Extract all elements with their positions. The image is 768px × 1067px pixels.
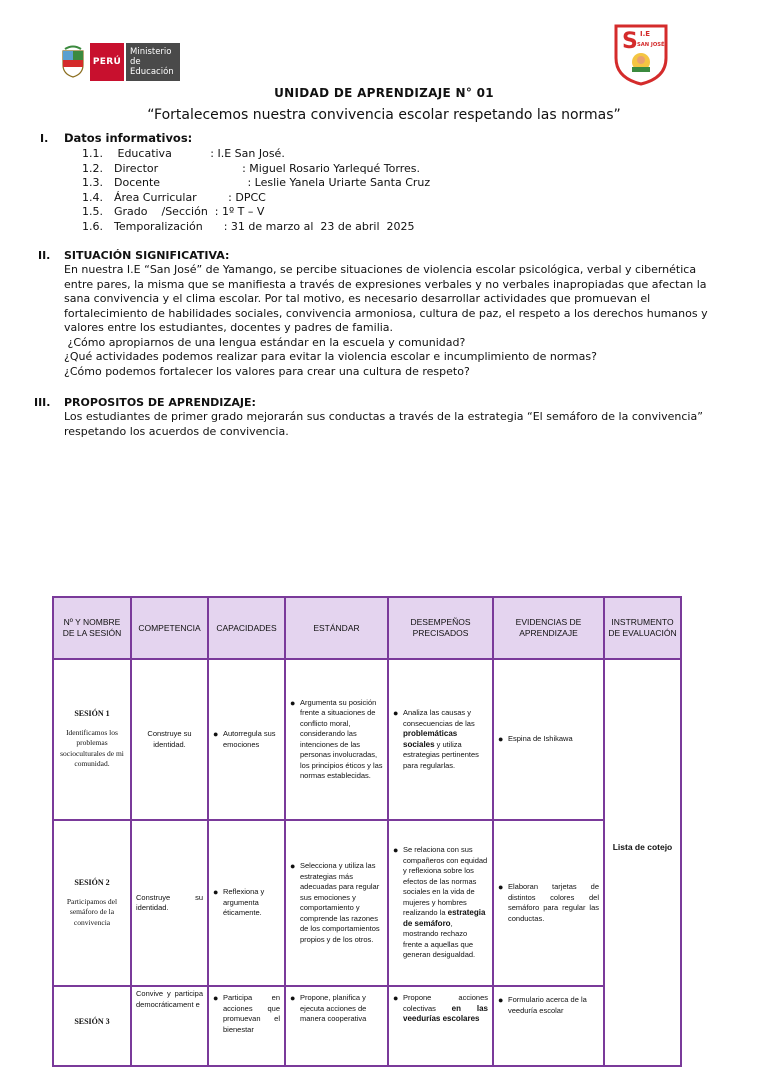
estandar-cell: ● Argumenta su posición frente a situaciones de conflicto moral, considerando las intenciones de las personas involucradas, los principios éticos y las normas establecidas. [285,659,388,820]
info-item [0,176,768,191]
desempeno-text: Se relaciona con sus compañeros con equidad y reflexiona sobre los efectos de las normas sociales en la vida de mujeres y hombres realizando la estrategia de semáforo, mostrando rechazo frente a aquellas que generan desigualdad. [403,845,488,960]
situation-paragraph [64,263,714,379]
evidencia-cell: ● Formulario acerca de la veeduría escolar [493,986,604,1066]
estandar-text: Selecciona y utiliza las estrategias más adecuadas para regular sus emociones y comportamiento y comprende las razones de los comportamientos propios y de los otros. [300,861,380,944]
purpose-line: Los estudiantes de primer grado mejorarán sus conductas a través de la estrategia “El semáforo de la convivencia” [64,410,703,423]
section1-number: I. [40,132,49,145]
situation-line: En nuestra I.E “San José” de Yamango, se percibe situaciones de violencia escolar psicológica, verbal y cibernética [64,263,697,276]
info-item-text: Temporalización : 31 de marzo al 23 de abril 2025 [114,219,415,233]
col-header-instrumento: INSTRUMENTO DE EVALUACIÓN [604,597,681,659]
situation-line: fortalecimiento de habilidades sociales, convivencia armoniosa, cultura de paz, el respeto a los derechos humanos y [64,306,708,320]
col-header-session: Nº Y NOMBRE DE LA SESIÓN [53,597,131,659]
situation-line: valores entre los estudiantes, docentes y padres de familia. [64,321,394,334]
situation-question: ¿Qué actividades podemos realizar para evitar la violencia escolar e incumplimiento de normas? [64,350,597,363]
ministry-line2: de Educación [130,57,174,77]
competencia-cell: Convive y participa democráticament e [131,986,208,1066]
info-item-text: Docente : Leslie Yanela Uriarte Santa Cruz [114,176,431,190]
col-header-desempenos: DESEMPEÑOS PRECISADOS [388,597,493,659]
capacidad-text: Autorregula sus emociones [223,729,276,749]
competencia-cell: Construye su identidad. [131,659,208,820]
estandar-text: Propone, planifica y ejecuta acciones de manera cooperativa [300,993,367,1023]
info-item-text: Director : Miguel Rosario Yarlequé Torres. [114,161,420,175]
desempeno-cell: ● Propone acciones colectivas en las veedurías escolares [388,986,493,1066]
instrument-cell: Lista de cotejo [604,659,681,1066]
info-item [0,205,768,220]
section3-number: III. [34,396,51,409]
info-item-number: 1.5. [82,205,103,219]
info-item-number: 1.4. [82,190,103,204]
info-item [0,220,768,235]
info-item-number: 1.2. [82,161,103,175]
section2-number: II. [38,249,51,262]
col-header-competencia: COMPETENCIA [131,597,208,659]
session-name: Identificamos los problemas socioculturales de mi comunidad. [60,727,124,769]
capacidad-text: Participa en acciones que promuevan el bienestar [223,993,280,1034]
situation-line: entre pares, la misma que se manifiesta a través de expresiones verbales y no verbales inapropiadas que afectan la [64,277,707,291]
situation-question: ¿Cómo podemos fortalecer los valores para crear una cultura de respeto? [64,364,470,378]
info-item [0,162,768,177]
svg-text:S: S [622,29,638,54]
unit-subtitle: “Fortalecemos nuestra convivencia escolar respetando las normas” [147,107,621,123]
desempeno-cell: ● Analiza las causas y consecuencias de las problemáticas sociales y utiliza estrategias pertinentes para regularlas. [388,659,493,820]
evidencia-text: Formulario acerca de la veeduría escolar [508,995,587,1015]
capacidad-cell: ● Reflexiona y argumenta éticamente. [208,820,285,986]
situation-question: ¿Cómo apropiarnos de una lengua estándar en la escuela y comunidad? [64,335,466,349]
evidencia-cell: ● Elaboran tarjetas de distintos colores del semáforo para regular las conductas. [493,820,604,986]
info-item-number: 1.6. [82,219,103,233]
desempeno-text: Analiza las causas y consecuencias de las problemáticas sociales y utiliza estrategias pertinentes para regularlas. [403,708,479,770]
table-header-row [53,597,681,659]
desempeno-text: Propone acciones colectivas en las veedurías escolares [403,993,488,1023]
coat-of-arms-icon [60,45,86,79]
estandar-text: Argumenta su posición frente a situaciones de conflicto moral, considerando las intenciones de las personas involucradas, los principios éticos y las normas establecidas. [300,697,383,780]
col-header-estandar: ESTÁNDAR [285,597,388,659]
capacidad-cell: ● Participa en acciones que promuevan el bienestar [208,986,285,1066]
table-row [53,820,681,986]
info-item-text: Educativa : I.E San José. [114,147,285,160]
table-row [53,986,681,1066]
estandar-cell: ● Propone, planifica y ejecuta acciones de manera cooperativa [285,986,388,1066]
table-row [53,659,681,820]
section1-heading: Datos informativos: [64,131,193,145]
sessions-table [52,596,682,1067]
evidencia-text: Elaboran tarjetas de distintos colores del semáforo para regular las conductas. [508,882,599,923]
evidencia-cell: ● Espina de Ishikawa [493,659,604,820]
ministry-label [126,43,180,81]
session-number: SESIÓN 3 [74,1017,110,1026]
purpose-paragraph [64,410,714,439]
session-number: SESIÓN 1 [74,709,110,719]
school-logo-name: SAN JOSÉ [637,42,665,48]
peru-label: PERÚ [90,43,124,81]
info-item-text: Grado /Sección : 1º T – V [114,205,265,219]
info-item-text: Área Curricular : DPCC [114,190,266,204]
col-header-capacidades: CAPACIDADES [208,597,285,659]
col-header-evidencias: EVIDENCIAS DE APRENDIZAJE [493,597,604,659]
school-logo-top: I.E [640,30,651,38]
desempeno-cell: ● Se relaciona con sus compañeros con equidad y reflexiona sobre los efectos de las normas sociales en la vida de mujeres y hombres realizando la estrategia de semáforo, mostrando rechazo frente a aquellas que generan desigualdad. [388,820,493,986]
section2-heading: SITUACIÓN SIGNIFICATIVA: [64,249,230,262]
ministry-line1: Ministerio [130,47,172,57]
info-list [0,147,768,235]
situation-line: sana convivencia y el clima escolar. Por tal motivo, es necesario desarrollar actividades que promuevan el [64,292,651,305]
session-cell [53,820,131,986]
info-item-number: 1.3. [82,176,103,190]
session-cell [53,659,131,820]
info-item [0,191,768,206]
section3-heading: PROPOSITOS DE APRENDIZAJE: [64,396,256,409]
purpose-line: respetando los acuerdos de convivencia. [64,424,289,438]
info-item-number: 1.1. [82,147,103,160]
estandar-cell: ● Selecciona y utiliza las estrategias más adecuadas para regular sus emociones y comportamiento y comprende las razones de los comportamientos propios y de los otros. [285,820,388,986]
session-name: Participamos del semáforo de la convivencia [66,896,118,927]
session-number: SESIÓN 2 [74,878,110,887]
capacidad-text: Reflexiona y argumenta éticamente. [223,887,265,918]
session-cell [53,986,131,1066]
evidencia-text: Espina de Ishikawa [508,734,573,744]
competencia-cell: Construye su identidad. [131,820,208,986]
unit-title: UNIDAD DE APRENDIZAJE N° 01 [274,86,494,100]
school-logo [610,22,672,86]
ministry-logo [60,42,180,82]
info-item [0,147,768,162]
capacidad-cell: ● Autorregula sus emociones [208,659,285,820]
